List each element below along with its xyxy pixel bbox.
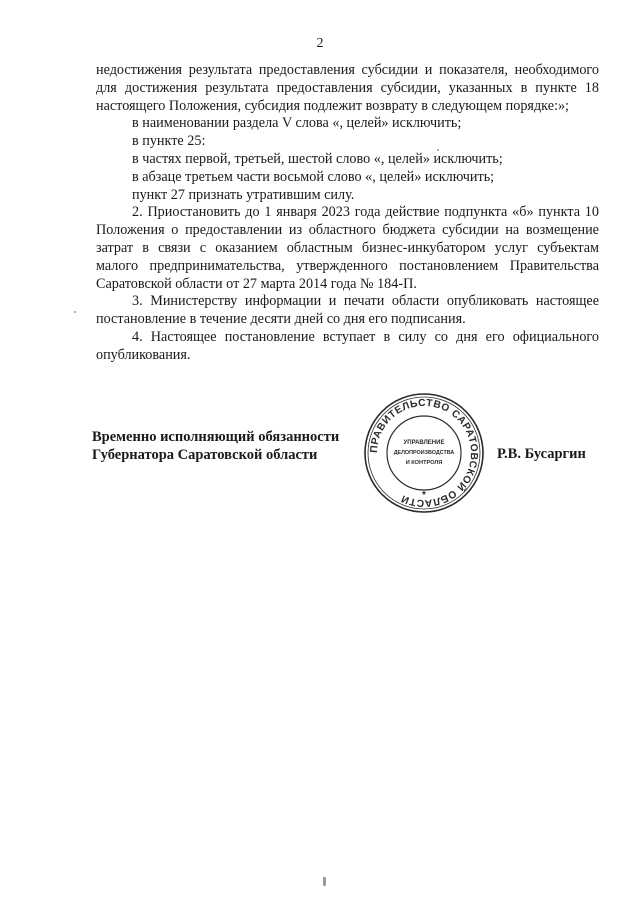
official-seal-stamp: [363, 392, 485, 514]
paragraph-item-4: 4. Настоящее постановление вступает в силу со дня его официального опубликования.: [96, 328, 599, 363]
paragraph-item-2: 2. Приостановить до 1 января 2023 года действие подпункта «б» пункта 10 Положения о предоставлении из областного бюджета субсидии на возмещение затрат в связи с оказанием областным бизнес-инкубатором услуг субъектам малого предпринимательства, утвержденного постановлением Правительства Саратовской области от 27 марта 2014 года № 184-П.: [96, 204, 599, 292]
scan-speck: [74, 311, 76, 313]
stamp-ring-text: ПРАВИТЕЛЬСТВО САРАТОВСКОЙ ОБЛАСТИ: [368, 397, 480, 509]
scan-speck: [323, 877, 326, 886]
paragraph-item-3: 3. Министерству информации и печати области опубликовать настоящее постановление в течение десяти дней со дня его подписания.: [96, 293, 599, 328]
signatory-position-line-1: Временно исполняющий обязанности: [92, 429, 340, 445]
signatory-position-line-2: Губернатора Саратовской области: [92, 447, 318, 463]
page-number: 2: [316, 36, 324, 51]
scan-speck: [437, 149, 439, 151]
paragraph-parts: в частях первой, третьей, шестой слово «, целей» исключить;: [132, 150, 503, 167]
paragraph-point-27: пункт 27 признать утратившим силу.: [132, 186, 355, 203]
stamp-center-line-2: ДЕЛОПРОИЗВОДСТВА: [393, 450, 455, 456]
paragraph-continuation: недостижения результата предоставления субсидии и показателя, необходимого для достижения результата предоставления субсидии, указанных в пункте 18 настоящего Положения, субсидия подлежит возврату в следующем порядке:»;: [96, 62, 599, 114]
signatory-name: Р.В. Бусаргин: [497, 446, 586, 462]
signatory-position: [92, 428, 339, 464]
stamp-center-line-1: УПРАВЛЕНИЕ: [403, 440, 445, 446]
stamp-center-line-3: И КОНТРОЛЯ: [405, 460, 443, 466]
document-body: [96, 62, 599, 365]
paragraph-part-eight: в абзаце третьем части восьмой слово «, целей» исключить;: [132, 168, 495, 185]
stamp-star-icon: *: [422, 490, 426, 501]
paragraph-section-v: в наименовании раздела V слова «, целей» исключить;: [132, 115, 462, 132]
paragraph-point-25: в пункте 25:: [132, 133, 206, 150]
